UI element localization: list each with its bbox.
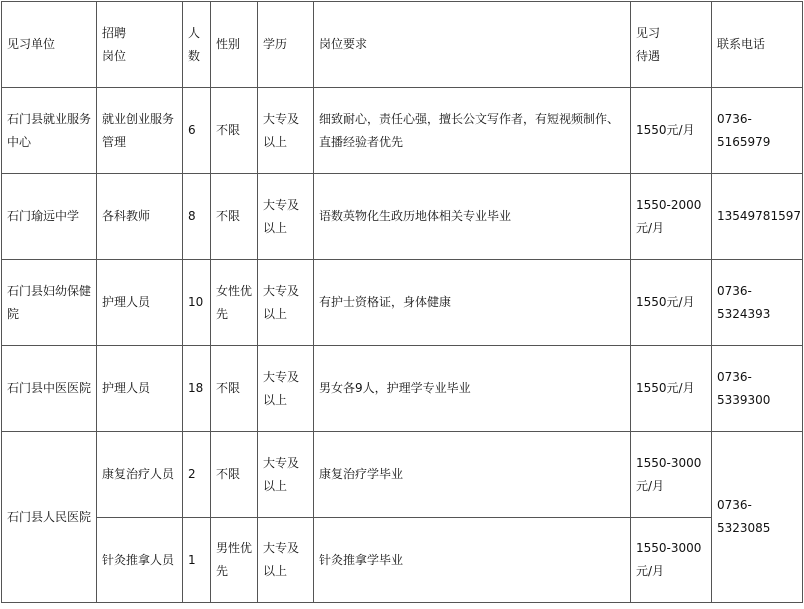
cell-phone: 13549781597 — [712, 174, 803, 260]
header-education: 学历 — [258, 2, 314, 88]
cell-phone: 0736- 5339300 — [712, 346, 803, 432]
cell-count: 6 — [183, 88, 211, 174]
cell-unit-merged: 石门县人民医院 — [2, 432, 97, 603]
cell-count: 8 — [183, 174, 211, 260]
cell-education: 大专及以上 — [258, 432, 314, 518]
internship-table — [1, 1, 803, 603]
header-row — [2, 2, 803, 88]
cell-pay: 1550-3000 元/月 — [631, 432, 712, 518]
cell-count: 1 — [183, 518, 211, 603]
cell-unit: 石门县中医医院 — [2, 346, 97, 432]
cell-gender: 男性优先 — [211, 518, 258, 603]
cell-education: 大专及以上 — [258, 346, 314, 432]
cell-position: 针灸推拿人员 — [97, 518, 183, 603]
cell-position: 就业创业服务管理 — [97, 88, 183, 174]
table-row — [2, 260, 803, 346]
table-row — [2, 432, 803, 518]
cell-unit: 石门瑜远中学 — [2, 174, 97, 260]
cell-gender: 不限 — [211, 88, 258, 174]
cell-gender: 不限 — [211, 174, 258, 260]
cell-education: 大专及以上 — [258, 174, 314, 260]
cell-requirements: 康复治疗学毕业 — [314, 432, 631, 518]
cell-unit: 石门县妇幼保健院 — [2, 260, 97, 346]
cell-position: 各科教师 — [97, 174, 183, 260]
cell-requirements: 男女各9人，护理学专业毕业 — [314, 346, 631, 432]
cell-education: 大专及以上 — [258, 518, 314, 603]
table-row — [2, 88, 803, 174]
cell-phone: 0736- 5165979 — [712, 88, 803, 174]
cell-requirements: 语数英物化生政历地体相关专业毕业 — [314, 174, 631, 260]
table-row — [2, 174, 803, 260]
header-unit: 见习单位 — [2, 2, 97, 88]
cell-phone: 0736- 5324393 — [712, 260, 803, 346]
table-row — [2, 346, 803, 432]
header-pay: 见习 待遇 — [631, 2, 712, 88]
cell-education: 大专及以上 — [258, 260, 314, 346]
header-phone: 联系电话 — [712, 2, 803, 88]
cell-pay: 1550-2000 元/月 — [631, 174, 712, 260]
table-row — [2, 518, 803, 603]
cell-count: 18 — [183, 346, 211, 432]
cell-pay: 1550元/月 — [631, 346, 712, 432]
cell-requirements: 细致耐心，责任心强，擅长公文写作者，有短视频制作、直播经验者优先 — [314, 88, 631, 174]
cell-count: 2 — [183, 432, 211, 518]
cell-position: 康复治疗人员 — [97, 432, 183, 518]
header-requirements: 岗位要求 — [314, 2, 631, 88]
cell-education: 大专及以上 — [258, 88, 314, 174]
cell-pay: 1550元/月 — [631, 88, 712, 174]
cell-gender: 不限 — [211, 346, 258, 432]
cell-position: 护理人员 — [97, 260, 183, 346]
cell-requirements: 针灸推拿学毕业 — [314, 518, 631, 603]
header-gender: 性别 — [211, 2, 258, 88]
cell-position: 护理人员 — [97, 346, 183, 432]
header-position: 招聘 岗位 — [97, 2, 183, 88]
header-count: 人 数 — [183, 2, 211, 88]
cell-unit: 石门县就业服务中心 — [2, 88, 97, 174]
cell-gender: 女性优先 — [211, 260, 258, 346]
cell-gender: 不限 — [211, 432, 258, 518]
cell-count: 10 — [183, 260, 211, 346]
cell-pay: 1550-3000 元/月 — [631, 518, 712, 603]
cell-phone-merged: 0736- 5323085 — [712, 432, 803, 603]
cell-pay: 1550元/月 — [631, 260, 712, 346]
cell-requirements: 有护士资格证，身体健康 — [314, 260, 631, 346]
